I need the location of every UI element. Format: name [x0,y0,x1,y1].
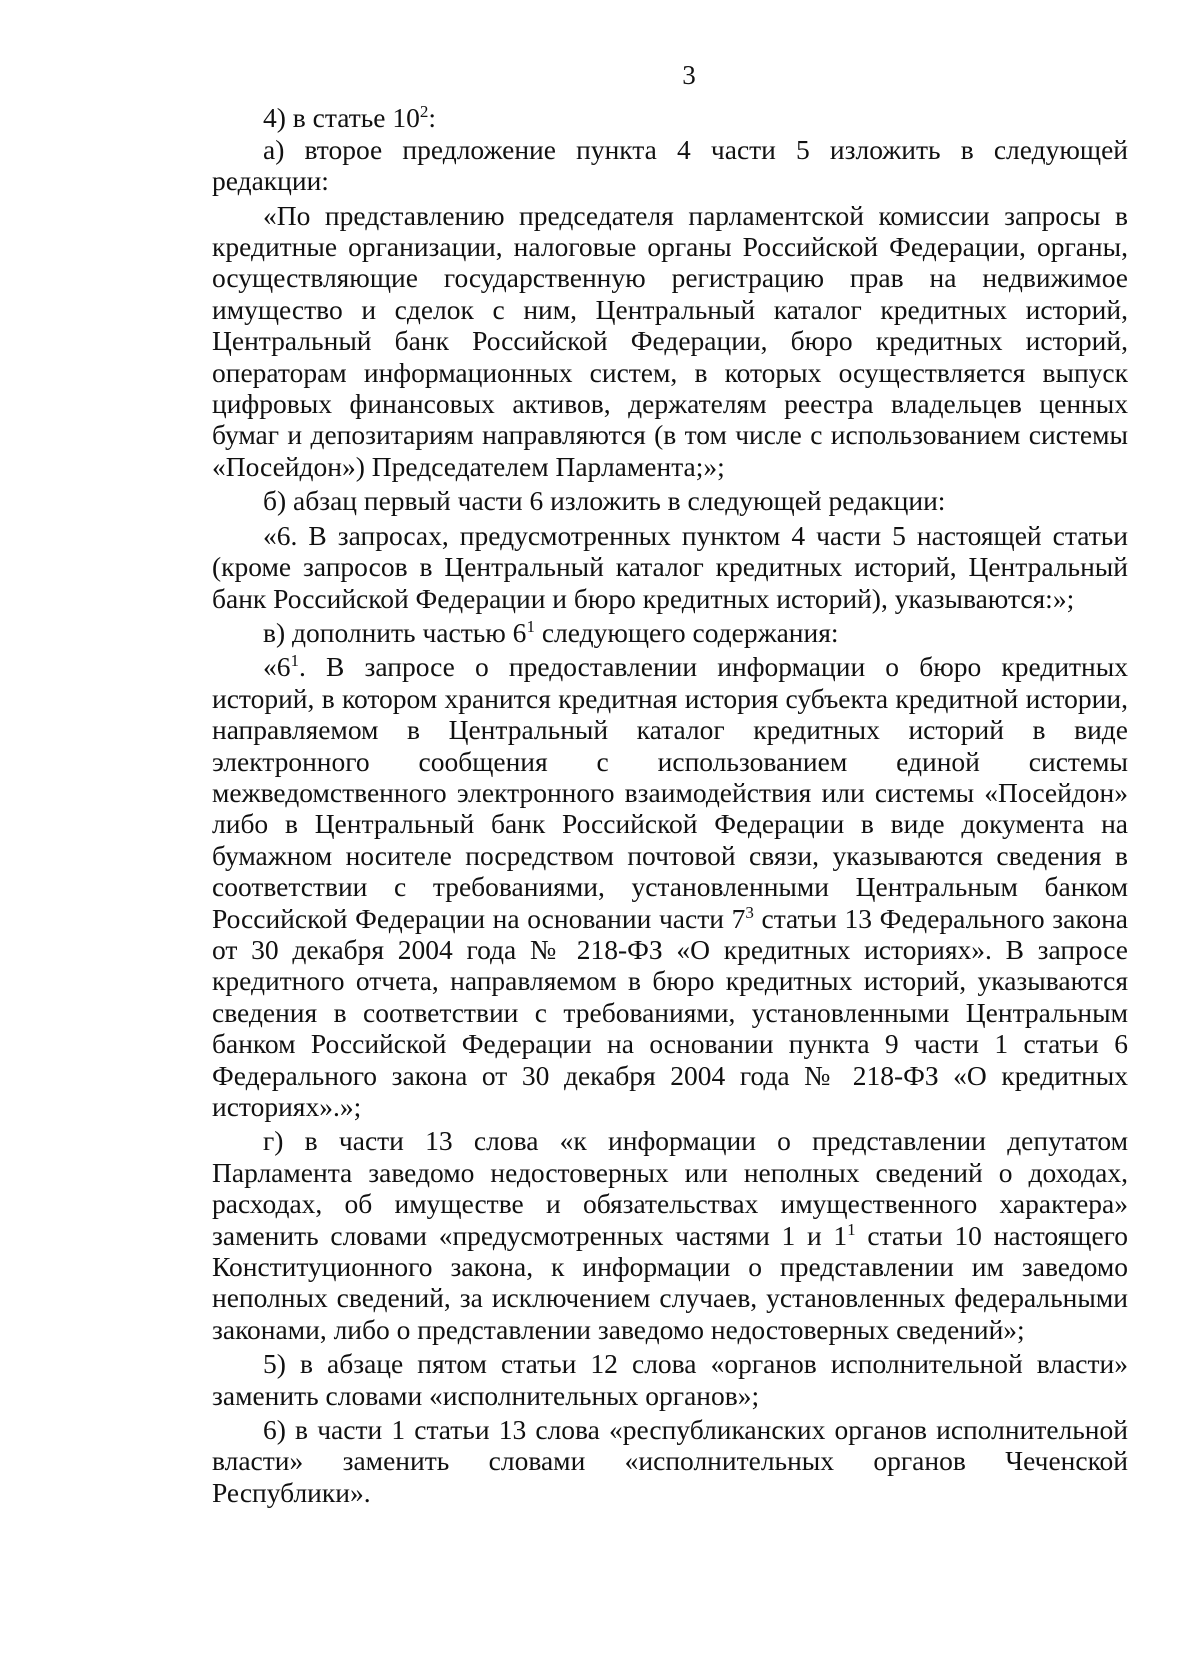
superscript: 1 [290,651,300,671]
document-page [212,60,1128,1508]
superscript: 2 [419,102,429,122]
text-run: а) второе предложение пункта 4 части 5 изложить в следующей редакции: [212,133,1128,197]
text-run: статьи 10 настоящего Конституционного закона, к информации о представлении им заведомо неполных сведений, за исключением случаев, установленных федеральными законами, либо о представлении заведомо недостоверных сведений»; [212,1219,1128,1345]
text-run: «По представлению председателя парламентской комиссии запросы в кредитные организации, налоговые органы Российской Федерации, органы, осуществляющие государственную регистрацию прав на недвижимое имущество и сделок с ним, Центральный каталог кредитных историй, Центральный банк Российской Федерации, бюро кредитных историй, операторам информационных систем, в которых осуществляется выпуск цифровых финансовых активов, держателям реестра владельцев ценных бумаг и депозитариям направляются (в том числе с использованием системы «Посейдон») Председателем Парламента;»; [212,199,1128,482]
paragraph-p01 [212,102,1128,133]
text-run: : [428,102,436,134]
superscript: 1 [847,1219,856,1239]
text-run: г) в части 13 слова «к информации о представлении депутатом Парламента заведомо недостоверных или неполных сведений о доходах, расходах, об имуществе и обязательствах имущественного характера» заменить словами «предусмотренных частями 1 и 1 [212,1125,1128,1251]
superscript: 1 [526,616,535,636]
text-run: «6 [263,651,291,683]
paragraph-p10 [212,1414,1128,1508]
text-run: б) абзац первый части 6 изложить в следующей редакции: [263,485,946,517]
paragraph-p05 [212,520,1128,614]
superscript: 3 [745,902,754,922]
text-run: 5) в абзаце пятом статьи 12 слова «органов исполнительной власти» заменить словами «исполнительных органов»; [212,1348,1128,1411]
text-run: 4) в статье 10 [263,102,420,134]
text-run: . В запросе о предоставлении информации о бюро кредитных историй, в котором хранится кредитная история субъекта кредитной истории, направляемом в Центральный каталог кредитных историй в виде электронного сообщения с использованием единой системы межведомственного электронного взаимодействия или системы «Посейдон» либо в Центральный банк Российской Федерации в виде документа на бумажном носителе посредством почтовой связи, указываются сведения в соответствии с требованиями, установленными Центральным банком Российской Федерации на основании части 7 [212,651,1128,934]
page-number: 3 [682,60,696,90]
paragraph-p07 [212,651,1128,1122]
paragraph-p06 [212,617,1128,648]
paragraph-p09 [212,1348,1128,1411]
text-run: статьи 13 Федерального закона от 30 декабря 2004 года № 218-ФЗ «О кредитных историях». В запросе кредитного отчета, направляемом в бюро кредитных историй, указываются сведения в соответствии с требованиями, установленными Центральным банком Российской Федерации на основании пункта 9 части 1 статьи 6 Федерального закона от 30 декабря 2004 года № 218-ФЗ «О кредитных историях».»; [212,902,1128,1122]
paragraph-p03 [212,200,1128,483]
text-run: следующего содержания: [534,616,839,648]
document-body [212,102,1128,1508]
paragraph-p08 [212,1125,1128,1345]
paragraph-p04 [212,485,1128,516]
text-run: «6. В запросах, предусмотренных пунктом 4 части 5 настоящей статьи (кроме запросов в Центральный каталог кредитных историй, Центральный банк Российской Федерации и бюро кредитных историй), указываются:»; [212,519,1128,614]
paragraph-p02 [212,134,1128,197]
text-run: в) дополнить частью 6 [263,616,527,648]
text-run: 6) в части 1 статьи 13 слова «республиканских органов исполнительной власти» заменить словами «исполнительных органов Чеченской Республики». [212,1414,1128,1508]
